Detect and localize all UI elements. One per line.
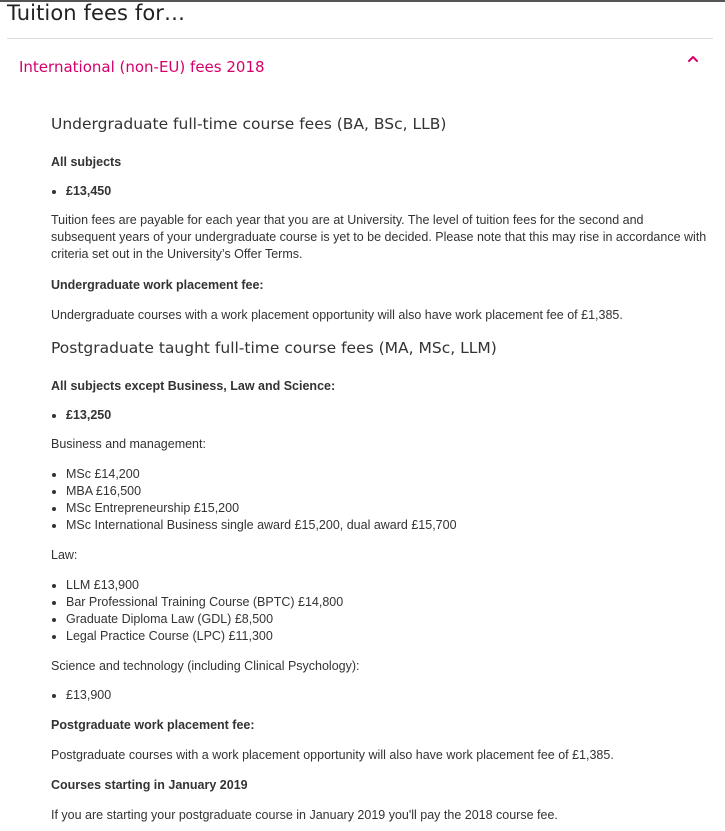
list-item: • MBA £16,500 [66, 483, 457, 500]
pg-law-list [34, 577, 343, 645]
list-item: • MSc £14,200 [66, 466, 457, 483]
list-item: • LLM £13,900 [66, 577, 343, 594]
list-item: • £13,450 [66, 183, 111, 200]
list-item: • Graduate Diploma Law (GDL) £8,500 [66, 611, 343, 628]
list-item: • Legal Practice Course (LPC) £11,300 [66, 628, 343, 645]
ug-placement-text: Undergraduate courses with a work placement opportunity will also have work placement fee of £1,385. [51, 308, 623, 322]
list-item: • Bar Professional Training Course (BPTC) £14,800 [66, 594, 343, 611]
ug-placement-label: Undergraduate work placement fee: [51, 278, 264, 292]
pg-placement-label: Postgraduate work placement fee: [51, 718, 255, 732]
pg-all-except-label: All subjects except Business, Law and Science: [51, 379, 336, 393]
pg-law-label: Law: [51, 548, 78, 562]
ug-fee-list [34, 183, 111, 200]
list-item: • £13,900 [66, 687, 111, 704]
pg-science-list [34, 687, 111, 704]
page-title: Tuition fees for… [7, 1, 186, 25]
list-item: • £13,250 [66, 407, 111, 424]
chevron-up-icon[interactable] [687, 53, 699, 65]
list-item: • MSc International Business single award £15,200, dual award £15,700 [66, 517, 457, 534]
pg-all-except-list [34, 407, 111, 424]
accordion-title: International (non-EU) fees 2018 [19, 58, 265, 76]
pg-science-label: Science and technology (including Clinical Psychology): [51, 659, 360, 673]
ug-all-subjects-label: All subjects [51, 155, 122, 169]
divider [7, 38, 713, 39]
ug-heading: Undergraduate full-time course fees (BA, BSc, LLB) [51, 115, 447, 133]
pg-placement-text: Postgraduate courses with a work placement opportunity will also have work placement fee of £1,385. [51, 748, 614, 762]
pg-heading: Postgraduate taught full-time course fees (MA, MSc, LLM) [51, 339, 497, 357]
ug-note: Tuition fees are payable for each year that you are at University. The level of tuition fees for the second and subsequent years of your undergraduate course is yet to be decided. Please note that this may rise in accordance with criteria set out in the University’s Offer Terms. [51, 213, 707, 261]
list-item: • MSc Entrepreneurship £15,200 [66, 500, 457, 517]
pg-business-list [34, 466, 457, 534]
pg-january-label: Courses starting in January 2019 [51, 778, 248, 792]
pg-january-text: If you are starting your postgraduate course in January 2019 you'll pay the 2018 course fee. [51, 808, 558, 822]
pg-business-label: Business and management: [51, 437, 206, 451]
accordion-header-international-fees[interactable] [7, 40, 713, 92]
